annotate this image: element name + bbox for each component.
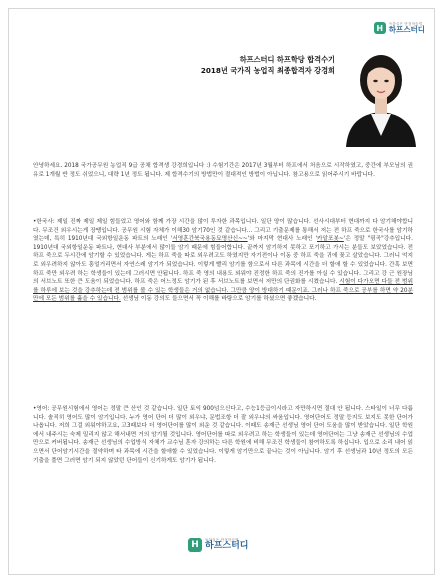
english-section xyxy=(33,405,413,465)
page-header xyxy=(201,55,335,76)
header-line-1: 하프스터디 하프학당 합격수기 xyxy=(239,55,335,64)
kh-underlined-text: 시험이 다가오면 다들 전 범위를 하루에 보는 것을 강추하는데 전 범위를 볼 수 있는 학생들은 거의 없습니다. 그만큼 양이 방대하기 때문이죠. 그러나 하프 죽으로 공부를 하면 약 20분 만에 모든 범위를 훑을 수 있습니다. xyxy=(33,279,414,303)
brand-name: 하프스터디 xyxy=(205,541,249,552)
korean-history-section xyxy=(33,218,413,304)
brand-h-icon: H xyxy=(188,538,202,552)
profile-photo xyxy=(340,44,422,147)
brand-tagline: 독하실은 만점학습법 xyxy=(205,537,239,542)
brand-tagline: 독하실은 만점학습법 xyxy=(388,21,423,26)
intro-text: 안녕하세요. 2018 국가공무원 농업직 9급 공채 합격생 강경희입니다 :) 수험기간은 2017년 3월부터 하프에서 처음으로 시작하였고, 중간에 부모님의 권유로 1개월 반 정도 쉬었으니, 대략 1년 정도 됩니다. 제 합격수기의 방법만이 절대적인 방법이 아닙니다. 참고용으로 읽어주시기 바랍니다. xyxy=(33,163,413,178)
kh-song-2: 카알포봇~ xyxy=(317,236,344,243)
brand-logo-top xyxy=(374,22,425,34)
intro-paragraph xyxy=(33,162,413,179)
kh-part-3: '은 정말 "핑곡"강추입니다. 1910년대 국외항일운동 파트나, 현대사 부분에서 많이들 암기 때문에 힘들어합니다. 끝까지 암기하지 못하고 포기하고 가시는 분들도 보았었습니다. 전 하프 죽으로 두시간에 암기할 수 있었습니다. 게는 하프 죽을 따로 외우려고도 하였지만 자기전이나 이동 중 하프 죽을 귀에 꽂고 살았습니다. 그러니 억지로 외우려하지 않아도 흥얼거리면서 자연스레 암기가 되었습니다. 이렇게 빨리 암기를 함으로서 다른 과목에 시간을 더 할애 할 수 있었습니다. 간혹 보면 하프 죽만 외우려 하는 학생들이 있는데 그러시면 안됩니다. 하프 죽 영의 내용도 외워야 진정한 하프 죽의 진가를 아실 수 있습니다. 그리고 강 근 원장님의 서브노트 또한 큰 도움이 되었습니다. 하프 죽은 어느정도 암기가 된 후 서브노트를 보면서 저만의 단권화를 시켰습니다. xyxy=(33,236,413,286)
kh-part-4: 선생님 이동 강의도 들으면서 꼭 이해를 바탕으로 암기를 하셨으면 좋겠습니다. xyxy=(120,296,317,303)
brand-logo-bottom xyxy=(188,538,248,552)
kh-part-2: '와 마지막 현대사 노래인 ' xyxy=(247,236,318,243)
brand-h-icon: H xyxy=(374,22,386,34)
header-line-2: 2018년 국가직 농업직 최종합격자 강경희 xyxy=(200,65,335,75)
kh-part-1: •한국사: 제일 진짜 제일 제일 힘들었고 영어와 함께 가장 시간을 많이 투자한 과목입니다. 일단 양이 많습니다. 선사시대부터 현대까지 다 암기해야합니다. 무조건 외우시는게 장땡입니다. 공무원 시험 자체가 이해30 암기70인 것 같습니다... 그리고 기출문제를 통해서 저는 전 하프 죽으로 한국사를 암기하였는데, 특히 1910년대 국외항일운동 파트의 노래인 ' xyxy=(33,219,413,243)
portrait-image xyxy=(340,44,422,147)
brand-name: 하프스터디 xyxy=(388,25,425,34)
kh-song-1: 서영훈간북국용동묘명산신~~ xyxy=(172,236,248,243)
korean-history-text xyxy=(33,218,413,304)
english-text: •영어: 공무원시험에서 영어는 정말 큰 산인 것 같습니다. 일단 토익 900넘으신다고, 수능1등급이시라고 자만하시면 절대 안 됩니다. 스타일이 너무 다릅니다. 솔직히 영어도 많이 암기입니다. 누가 영어 단어 더 많이 외우냐, 문법조항 더 잘 외우냐의 싸움입니다. 영어단어도 정말 등지도 보지도 못한 단어가 나옵니다. 저희 그걸 외워야하고요, 고3때보다 더 영어단어를 많이 외운 것 같습니다. 이때도 송재근 선생님 영어 단어 도움을 많이 받았습니다. 일단 학원에서 내주시는 숙제 밀리지 않고 해서내면 거의 암기될 것입니다. 영어단어를 따로 외우려고 하는 학생들이 있는데 영어단어는 그냥 송재근 선생님의 수업만으로 커버됩니다. 송재근 선생님의 수업방식 자체가 교수님 혼자 강의하는 다른 학원에 비해 무조건 학생들이 참여하도록 하십니다. 입으로 소리 내어 읽으면서 단어암기시간을 절약하며 타 과목에 시간을 할애할 수 있었습니다. 이렇게 암기만으로 끝나는 것이 아닙니다. 암기 후 선생님과 10년 정도의 모든 기출을 풀면 그러면 암기 되지 않았던 단어들이 신기하게도 암기가 됩니다. xyxy=(33,406,413,464)
